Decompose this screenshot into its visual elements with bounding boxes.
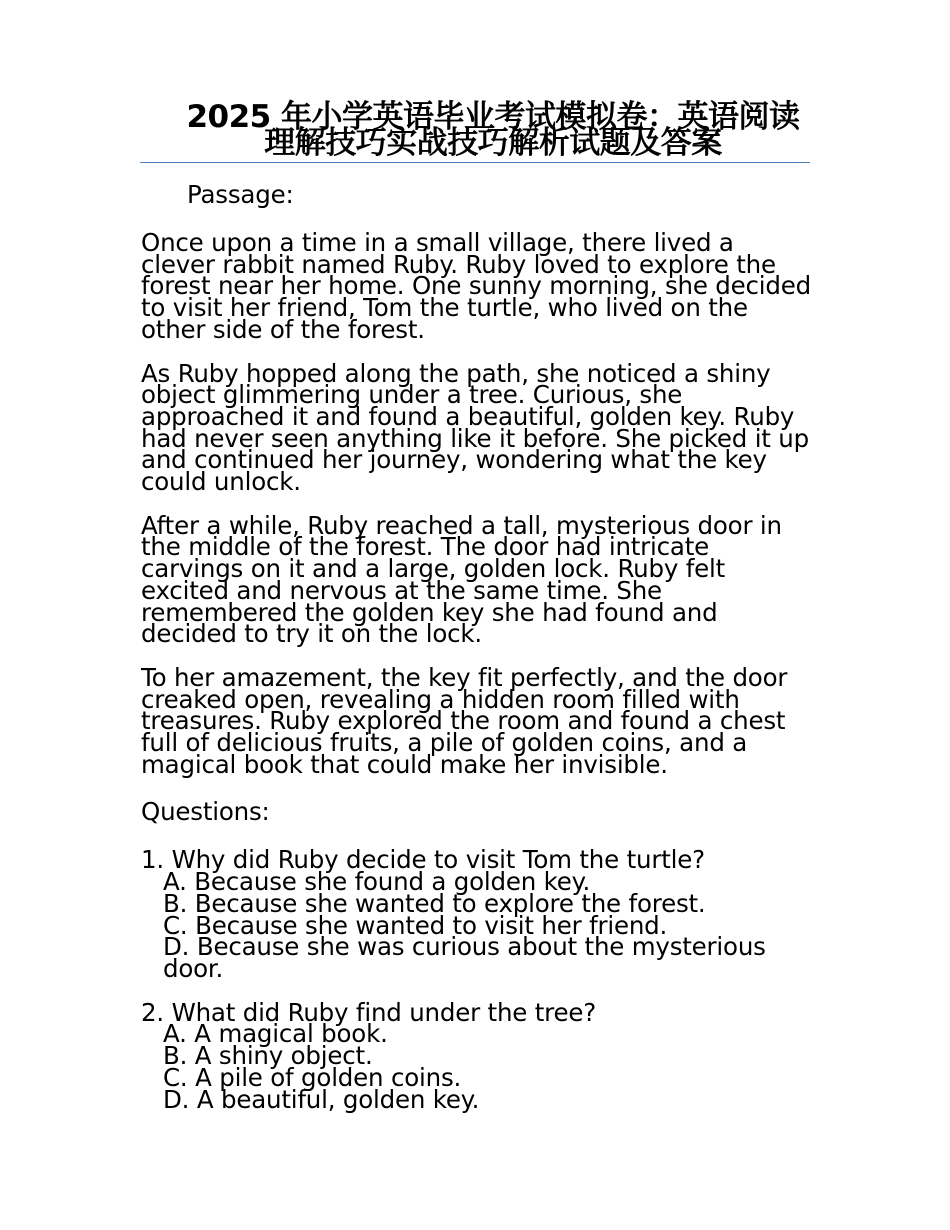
question-1-option-d: D. Because she was curious about the mysterious door. [163, 932, 766, 983]
question-2-option-b: B. A shiny object. [163, 1041, 373, 1071]
passage-paragraph-4: To her amazement, the key fit perfectly, and the door creaked open, revealing a hidden room filled with treasures. Ruby explored the room and found a chest full of delicious fruits, a pile of golden coins, and a magical book that could make her invisible. [141, 662, 788, 779]
question-1-option-a: A. Because she found a golden key. [163, 867, 591, 897]
question-2-option-c: C. A pile of golden coins. [163, 1062, 462, 1092]
question-2-option-a: A. A magical book. [163, 1019, 388, 1049]
document-body [141, 180, 813, 1114]
question-1-option-c: C. Because she wanted to visit her friend. [163, 910, 668, 940]
passage-label: Passage: [187, 180, 294, 209]
passage-paragraph-2: As Ruby hopped along the path, she noticed a shiny object glimmering under a tree. Curious, she approached it and found a beautiful, golden key. Ruby had never seen anything like it before. She picked it up and continued her journey, wondering what the key could unlock. [141, 358, 809, 497]
question-2-option-d: D. A beautiful, golden key. [163, 1084, 480, 1114]
question-2 [141, 997, 813, 1114]
question-1 [141, 845, 813, 983]
question-1-option-b: B. Because she wanted to explore the forest. [163, 888, 706, 918]
document-title: 2025 年小学英语毕业考试模拟卷：英语阅读理解技巧实战技巧解析试题及答案 [186, 99, 800, 161]
questions-label: Questions: [141, 797, 270, 827]
question-2-text: 2. What did Ruby find under the tree? [141, 997, 597, 1027]
title-block [140, 99, 810, 163]
passage-paragraph-1: Once upon a time in a small village, there lived a clever rabbit named Ruby. Ruby loved to explore the forest near her home. One sunny morning, she decided to visit her friend, Tom the turtle, who lived on the other side of the forest. [141, 228, 811, 344]
question-1-text: 1. Why did Ruby decide to visit Tom the turtle? [141, 845, 705, 875]
passage-paragraph-3: After a while, Ruby reached a tall, mysterious door in the middle of the forest. The door had intricate carvings on it and a large, golden lock. Ruby felt excited and nervous at the same time. She remembered the golden key she had found and decided to try it on the lock. [141, 510, 782, 649]
